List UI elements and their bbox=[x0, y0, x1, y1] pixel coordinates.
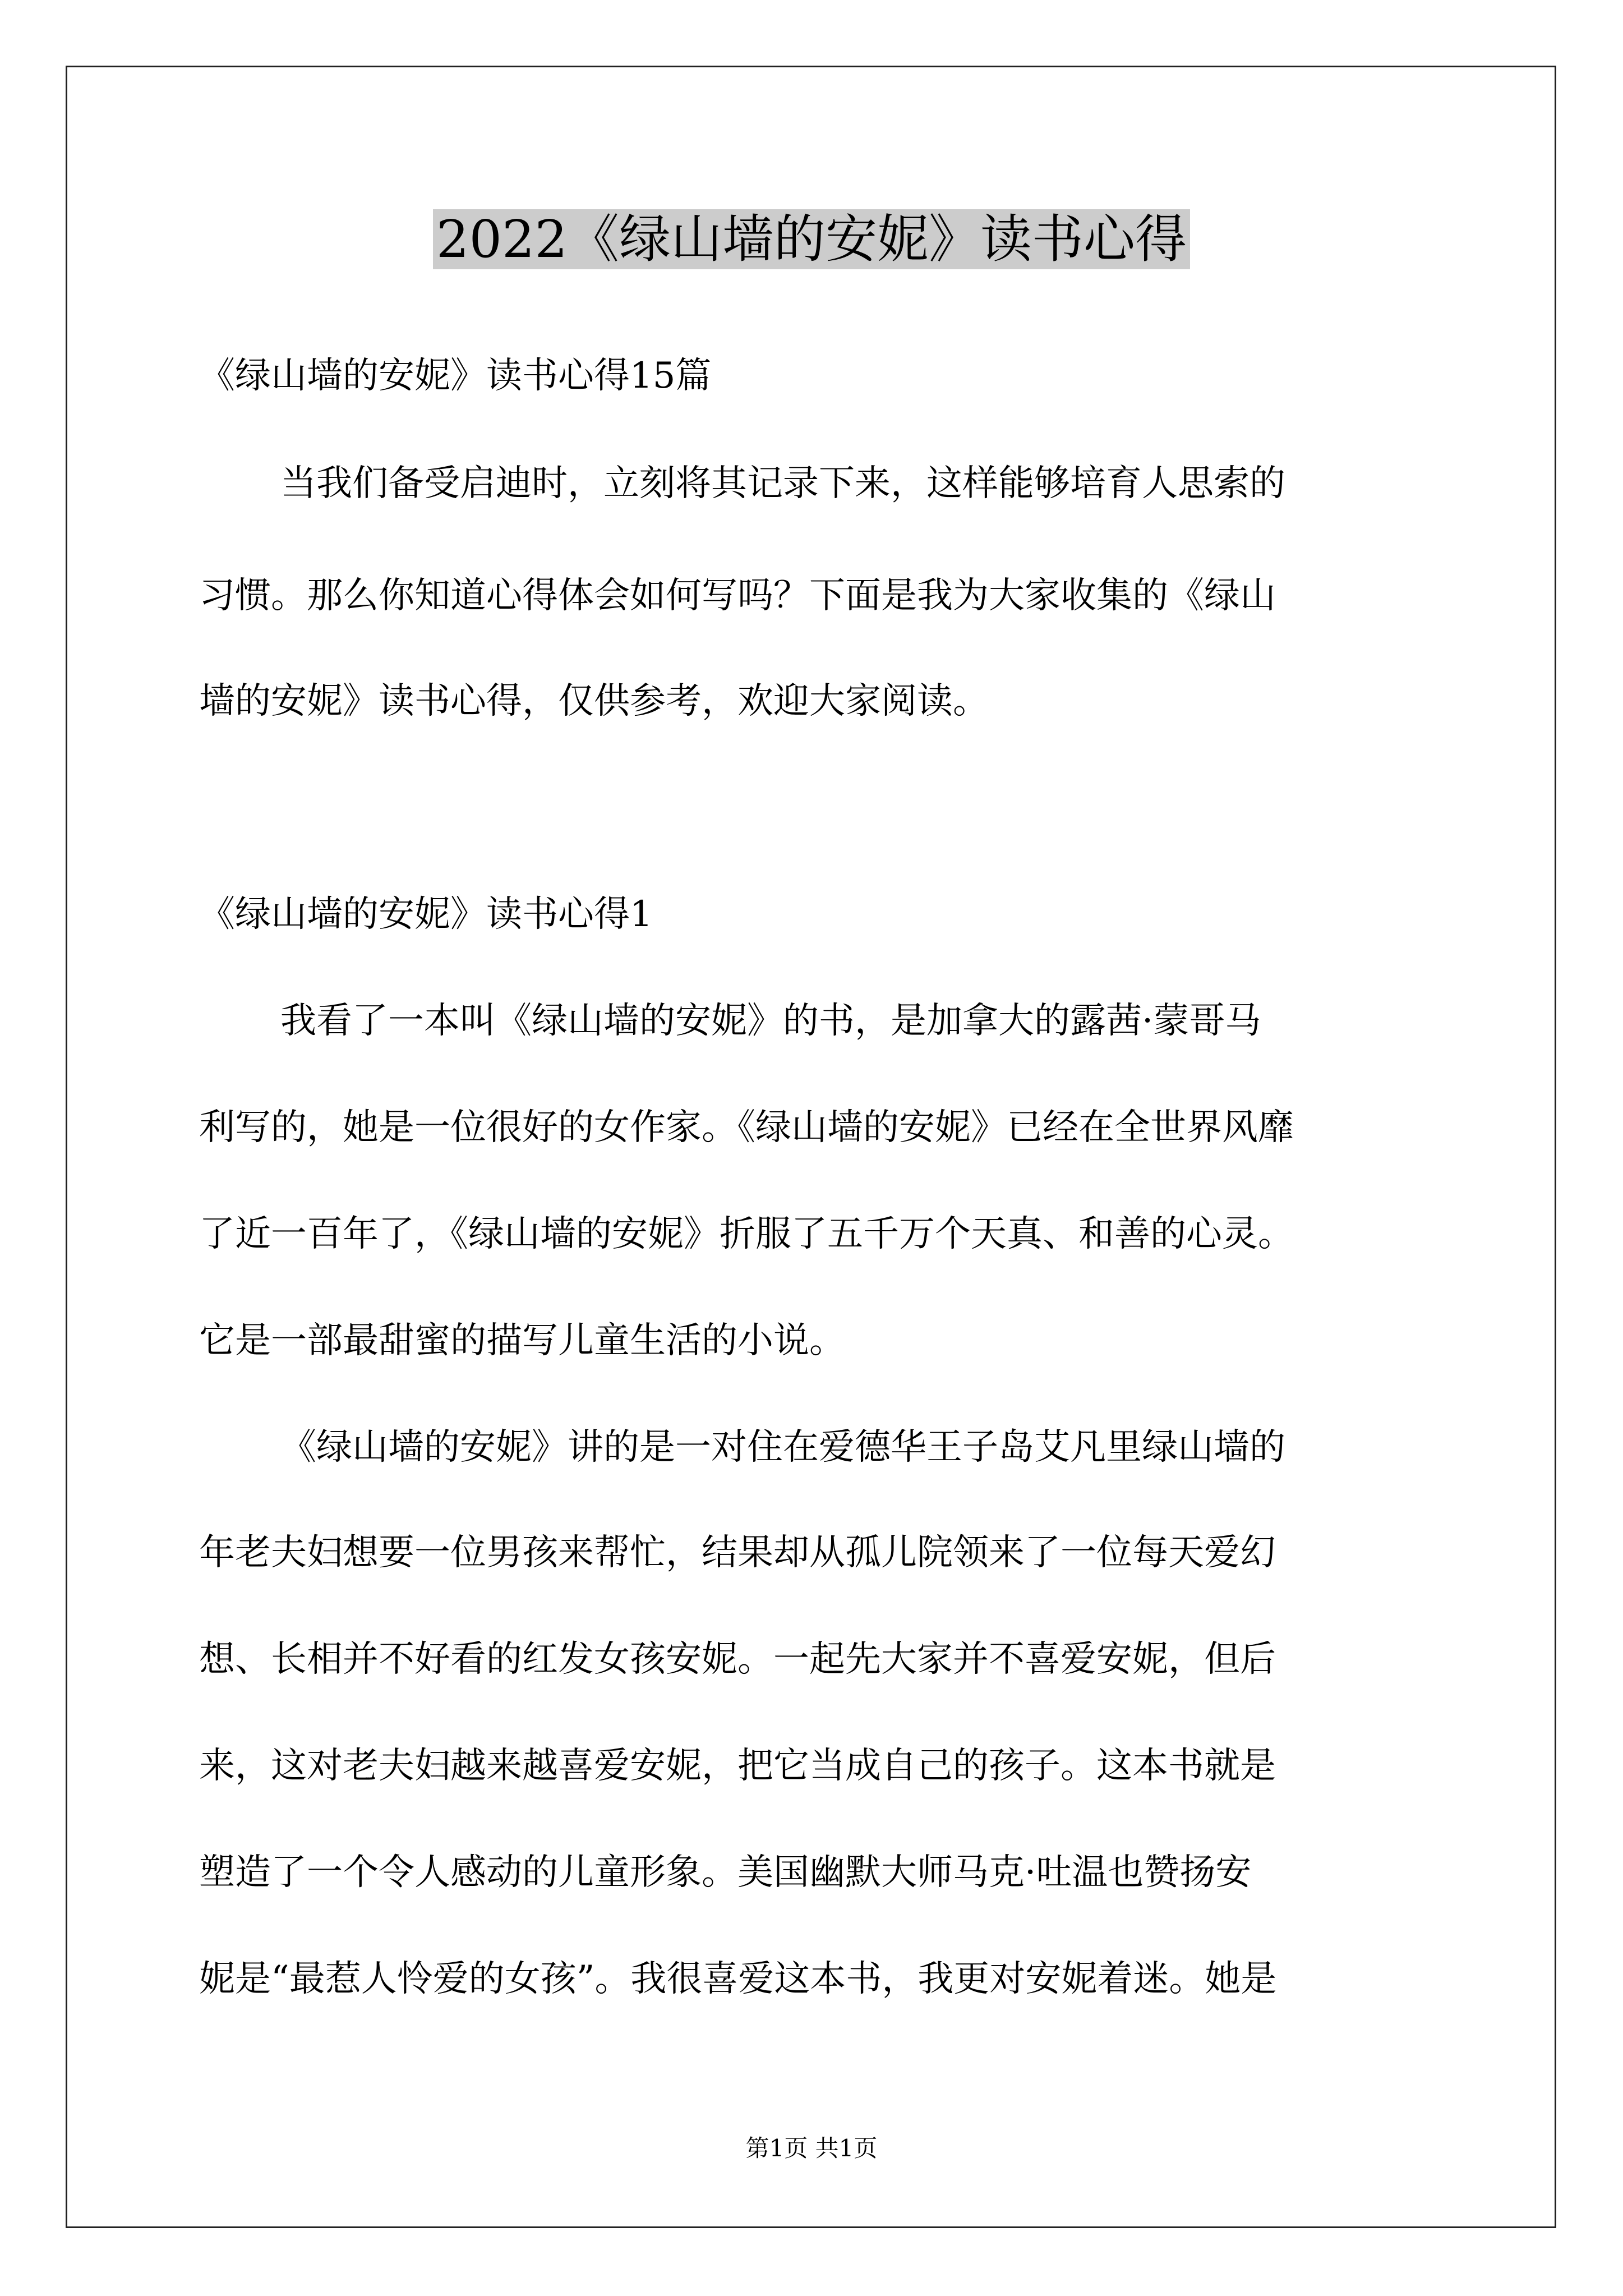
body-line-3: 了近一百年了，《绿山墙的安妮》折服了五千万个天真、和善的心灵。 bbox=[199, 1213, 1294, 1255]
intro-line-1: 当我们备受启迪时，立刻将其记录下来，这样能够培育人思索的 bbox=[280, 463, 1285, 504]
body-line-1: 我看了一本叫《绿山墙的安妮》的书，是加拿大的露茜·蒙哥马 bbox=[280, 1000, 1261, 1042]
body-line-2: 利写的，她是一位很好的女作家。《绿山墙的安妮》已经在全世界风靡 bbox=[199, 1107, 1294, 1148]
body-line-7: 想、长相并不好看的红发女孩安妮。一起先大家并不喜爱安妮，但后 bbox=[199, 1639, 1276, 1680]
body-line-5: 《绿山墙的安妮》讲的是一对住在爱德华王子岛艾凡里绿山墙的 bbox=[280, 1427, 1285, 1468]
document-title-text: 2022《绿山墙的安妮》读书心得 bbox=[433, 209, 1190, 269]
body-line-10: 妮是“最惹人怜爱的女孩”。我很喜爱这本书，我更对安妮着迷。她是 bbox=[199, 1958, 1277, 2000]
document-title bbox=[0, 197, 1623, 282]
body-line-8: 来，这对老夫妇越来越喜爱安妮，把它当成自己的孩子。这本书就是 bbox=[199, 1745, 1276, 1787]
section-heading-1: 《绿山墙的安妮》读书心得1 bbox=[199, 894, 653, 935]
body-line-4: 它是一部最甜蜜的描写儿童生活的小说。 bbox=[199, 1320, 845, 1361]
body-line-9: 塑造了一个令人感动的儿童形象。美国幽默大师马克·吐温也赞扬安 bbox=[199, 1852, 1252, 1893]
page-number: 第1页 共1页 bbox=[745, 2134, 878, 2162]
intro-line-2: 习惯。那么你知道心得体会如何写吗？下面是我为大家收集的《绿山 bbox=[199, 575, 1276, 616]
body-line-6: 年老夫妇想要一位男孩来帮忙，结果却从孤儿院领来了一位每天爱幻 bbox=[199, 1532, 1276, 1573]
subtitle-line: 《绿山墙的安妮》读书心得15篇 bbox=[199, 355, 712, 397]
intro-line-3: 墙的安妮》读书心得，仅供参考，欢迎大家阅读。 bbox=[199, 680, 989, 722]
